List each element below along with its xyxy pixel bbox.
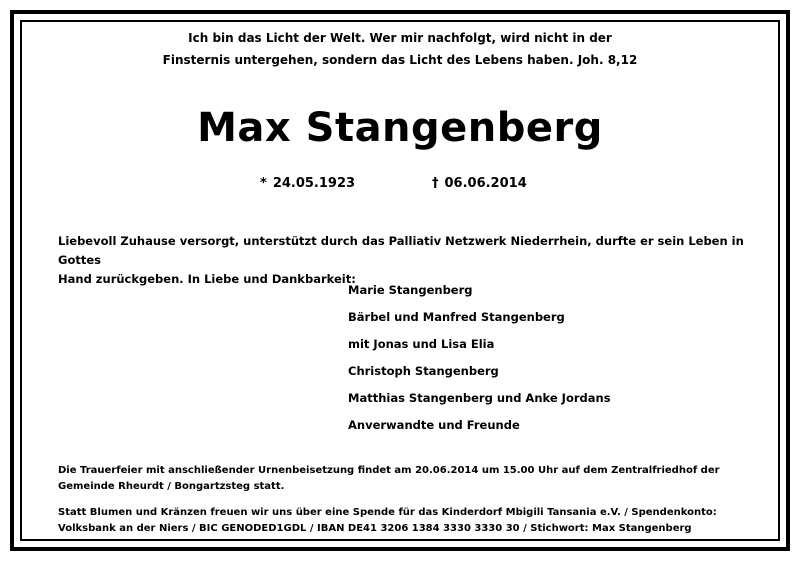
funeral-line-2: Gemeinde Rheurdt / Bongartzsteg statt.	[58, 481, 285, 492]
mourner-item: Anverwandte und Freunde	[348, 418, 520, 432]
donation-line-2: Volksbank an der Niers / BIC GENODED1GDL / IBAN DE41 3206 1384 3330 3330 30 / Stichwort: Max Stangenberg	[58, 523, 692, 534]
verse-line-2: Finsternis untergehen, sondern das Licht des Lebens haben. Joh. 8,12	[162, 53, 638, 67]
birth-star-icon: *	[260, 176, 267, 191]
death-date-text: 06.06.2014	[444, 176, 527, 191]
deceased-name: Max Stangenberg	[197, 105, 603, 151]
mourners-list	[348, 279, 611, 441]
birth-date	[260, 174, 355, 194]
bible-verse	[0, 27, 800, 71]
birth-date-text: 24.05.1923	[272, 176, 356, 191]
intro-line-2: Hand zurückgeben. In Liebe und Dankbarkeit:	[58, 272, 356, 286]
mourner-item: mit Jonas und Lisa Elia	[348, 337, 495, 351]
intro-line-1: Liebevoll Zuhause versorgt, unterstützt durch das Palliativ Netzwerk Niederrhein, durfte er sein Leben in Gottes	[58, 234, 744, 267]
funeral-line-1: Die Trauerfeier mit anschließender Urnenbeisetzung findet am 20.06.2014 um 15.00 Uhr auf dem Zentralfriedhof der	[58, 465, 720, 476]
donation-notice	[58, 505, 748, 537]
mourner-item: Matthias Stangenberg und Anke Jordans	[348, 391, 611, 405]
death-cross-icon: †	[432, 176, 439, 191]
donation-line-1: Statt Blumen und Kränzen freuen wir uns über eine Spende für das Kinderdorf Mbigili Tansania e.V. / Spendenkonto:	[58, 507, 717, 518]
mourner-item: Marie Stangenberg	[348, 283, 473, 297]
death-date	[432, 174, 527, 194]
mourner-item: Christoph Stangenberg	[348, 364, 499, 378]
verse-line-1: Ich bin das Licht der Welt. Wer mir nachfolgt, wird nicht in der	[188, 31, 612, 45]
funeral-notice	[58, 463, 748, 495]
mourner-item: Bärbel und Manfred Stangenberg	[348, 310, 565, 324]
